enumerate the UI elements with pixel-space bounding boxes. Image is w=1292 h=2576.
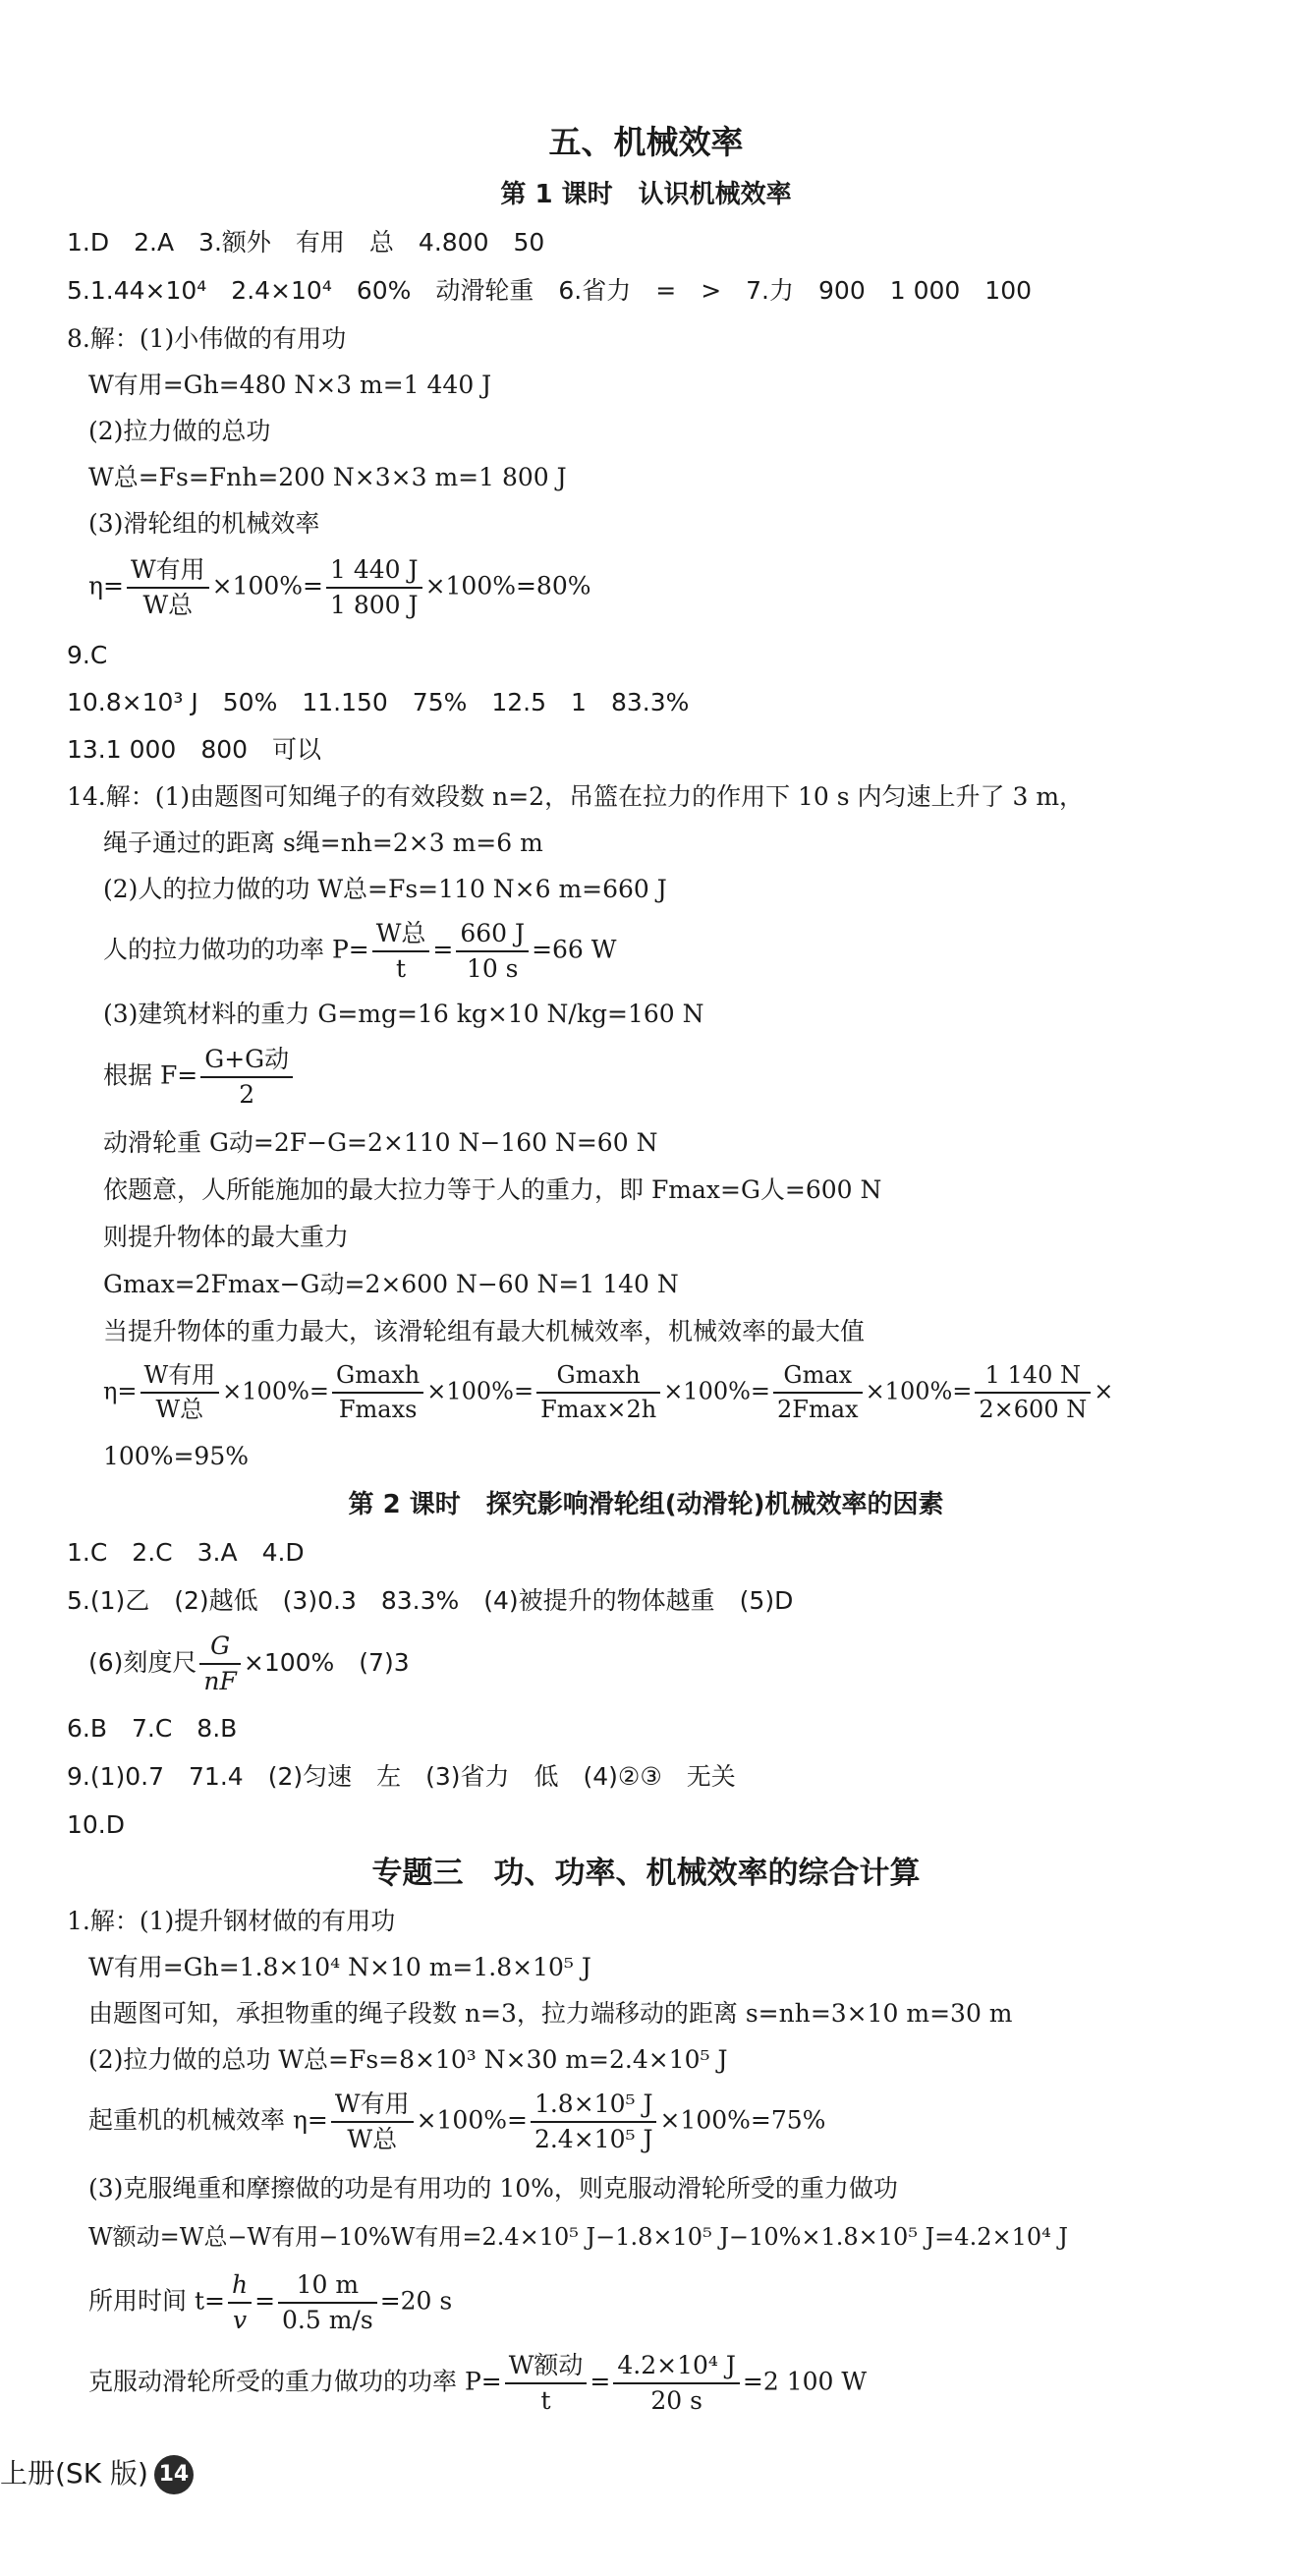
text: ×100%= [222, 1377, 330, 1405]
fraction [613, 2351, 740, 2416]
lesson2-formula-line [88, 1631, 410, 1696]
topic3-line: (3)克服绳重和摩擦做的功是有用功的 10%，则克服动滑轮所受的重力做功 [88, 2174, 898, 2203]
text: 人的拉力做功的功率 P= [103, 935, 369, 964]
lesson1-line: 100%=95% [103, 1442, 249, 1470]
lesson1-line: 13.1 000 800 可以 [67, 735, 322, 764]
fraction-num: 1.8×10⁵ J [531, 2089, 657, 2123]
text: ×100%=75% [659, 2105, 826, 2135]
lesson1-formula-line [103, 1045, 296, 1110]
fraction [536, 1361, 660, 1424]
fraction-num: W额动 [505, 2351, 588, 2384]
fraction-num: W总 [372, 919, 430, 952]
fraction-num: Gmax [773, 1361, 863, 1394]
lesson1-line: W有用=Gh=480 N×3 m=1 440 J [88, 371, 492, 399]
text: ×100%= [426, 1377, 534, 1405]
fraction [773, 1361, 863, 1424]
topic3-formula-line [88, 2270, 452, 2335]
lesson1-line: Gmax=2Fmax−G动=2×600 N−60 N=1 140 N [103, 1270, 679, 1298]
fraction-den: Fmaxs [338, 1395, 418, 1423]
lesson1-line: 1.D 2.A 3.额外 有用 总 4.800 50 [67, 228, 545, 257]
lesson1-line: 10.8×10³ J 50% 11.150 75% 12.5 1 83.3% [67, 688, 690, 716]
lesson1-line: 9.C [67, 641, 108, 669]
lesson1-formula-line [103, 919, 616, 984]
fraction-den: 2Fmax [777, 1395, 859, 1423]
fraction-num: G [199, 1631, 240, 1665]
text: ×100%= [663, 1377, 771, 1405]
lesson1-formula-line [103, 1361, 1113, 1424]
fraction-den: 2 [239, 1080, 255, 1109]
fraction [331, 2089, 414, 2154]
page-footer [0, 2452, 194, 2494]
fraction-den: W总 [347, 2125, 398, 2153]
fraction-den: W总 [155, 1395, 204, 1423]
text: = [254, 2286, 276, 2316]
lesson2-line: 1.C 2.C 3.A 4.D [67, 1538, 305, 1567]
fraction-num: 4.2×10⁴ J [613, 2351, 740, 2384]
text: (6)刻度尺 [88, 1648, 197, 1677]
lesson1-line: 8.解：(1)小伟做的有用功 [67, 324, 347, 353]
fraction-den: 0.5 m/s [282, 2306, 373, 2334]
lesson1-line: 依题意，人所能施加的最大拉力等于人的重力，即 Fmax=G人=600 N [103, 1175, 882, 1204]
lesson1-line: (2)人的拉力做的功 W总=Fs=110 N×6 m=660 J [103, 875, 667, 903]
fraction-num: W有用 [331, 2089, 414, 2123]
text: = [590, 2367, 611, 2396]
fraction-num: h [228, 2270, 252, 2304]
text: 克服动滑轮所受的重力做功的功率 P= [88, 2367, 502, 2396]
lesson1-line: 则提升物体的最大重力 [103, 1223, 350, 1251]
lesson1-title: 第 1 课时 认识机械效率 [500, 180, 792, 209]
topic3-line: (2)拉力做的总功 W总=Fs=8×10³ N×30 m=2.4×10⁵ J [88, 2045, 728, 2074]
lesson1-line: (3)建筑材料的重力 G=mg=16 kg×10 N/kg=160 N [103, 1000, 704, 1028]
fraction [975, 1361, 1091, 1424]
fraction-num: Gmaxh [536, 1361, 660, 1394]
fraction-den: 2×600 N [979, 1395, 1088, 1423]
text: =20 s [379, 2286, 453, 2316]
text: ×100%= [865, 1377, 973, 1405]
fraction [199, 1631, 240, 1696]
fraction-den: Fmax×2h [540, 1395, 657, 1423]
text: × [1094, 1377, 1114, 1405]
text: ×100%= [211, 571, 324, 601]
text: =2 100 W [742, 2367, 868, 2396]
text: 根据 F= [103, 1060, 198, 1090]
fraction-num: W有用 [140, 1361, 220, 1394]
fraction-den: v [232, 2306, 248, 2334]
fraction [127, 555, 209, 620]
fraction-num: 1 440 J [326, 555, 422, 589]
text: =66 W [532, 935, 617, 964]
fraction [456, 919, 529, 984]
fraction [200, 1045, 293, 1110]
fraction-num: W有用 [127, 555, 209, 589]
lesson2-line: 10.D [67, 1810, 126, 1839]
lesson1-line: 14.解：(1)由题图可知绳子的有效段数 n=2，吊篮在拉力的作用下 10 s 内匀速上升了 3 m， [67, 782, 1085, 811]
text: = [432, 935, 454, 964]
lesson1-formula-line [88, 555, 591, 620]
fraction-den: W总 [142, 591, 194, 619]
fraction [140, 1361, 220, 1424]
edition-label: 上册(SK 版) [0, 2457, 148, 2490]
text: η= [88, 571, 124, 601]
topic3-formula-line [88, 2351, 867, 2416]
text: η= [103, 1377, 138, 1405]
text: ×100%= [416, 2105, 528, 2135]
lesson1-line: W总=Fs=Fnh=200 N×3×3 m=1 800 J [88, 463, 567, 491]
fraction-num: Gmaxh [332, 1361, 423, 1394]
fraction-den: nF [203, 1667, 237, 1695]
text: ×100%=80% [424, 571, 591, 601]
topic3-formula-line [88, 2089, 825, 2154]
topic3-line: W有用=Gh=1.8×10⁴ N×10 m=1.8×10⁵ J [88, 1953, 591, 1981]
fraction [326, 555, 422, 620]
text: 起重机的机械效率 η= [88, 2105, 328, 2135]
text: 所用时间 t= [88, 2286, 225, 2316]
topic3-title: 专题三 功、功率、机械效率的综合计算 [371, 1856, 921, 1891]
chapter-title: 五、机械效率 [548, 123, 744, 161]
page-number-badge: 14 [154, 2455, 194, 2494]
topic3-line: 由题图可知，承担物重的绳子段数 n=3，拉力端移动的距离 s=nh=3×10 m=30 m [88, 1999, 1013, 2028]
lesson2-title: 第 2 课时 探究影响滑轮组(动滑轮)机械效率的因素 [348, 1490, 944, 1519]
fraction-den: t [396, 954, 407, 983]
lesson2-line: 5.(1)乙 (2)越低 (3)0.3 83.3% (4)被提升的物体越重 (5)D [67, 1586, 794, 1615]
fraction [372, 919, 430, 984]
fraction [332, 1361, 423, 1424]
lesson1-line: 当提升物体的重力最大，该滑轮组有最大机械效率，机械效率的最大值 [103, 1317, 866, 1345]
fraction-num: 660 J [456, 919, 529, 952]
lesson1-line: (3)滑轮组的机械效率 [88, 509, 320, 538]
fraction-den: 20 s [650, 2386, 702, 2415]
fraction-den: t [540, 2386, 551, 2415]
lesson1-line: 绳子通过的距离 s绳=nh=2×3 m=6 m [103, 829, 543, 857]
fraction-den: 2.4×10⁵ J [534, 2125, 653, 2153]
fraction [531, 2089, 657, 2154]
fraction [278, 2270, 377, 2335]
topic3-line: W额动=W总−W有用−10%W有用=2.4×10⁵ J−1.8×10⁵ J−10%×1.8×10⁵ J=4.2×10⁴ J [88, 2223, 1068, 2251]
fraction-num: G+G动 [200, 1045, 293, 1078]
lesson1-line: 5.1.44×10⁴ 2.4×10⁴ 60% 动滑轮重 6.省力 = > 7.力 900 1 000 100 [67, 276, 1033, 305]
text: ×100% (7)3 [243, 1648, 410, 1677]
fraction-den: 1 800 J [330, 591, 419, 619]
fraction [505, 2351, 588, 2416]
lesson1-line: 动滑轮重 G动=2F−G=2×110 N−160 N=60 N [103, 1128, 658, 1157]
fraction-num: 10 m [278, 2270, 377, 2304]
fraction-den: 10 s [466, 954, 519, 983]
fraction-num: 1 140 N [975, 1361, 1091, 1394]
lesson1-line: (2)拉力做的总功 [88, 417, 271, 445]
topic3-line: 1.解：(1)提升钢材做的有用功 [67, 1907, 396, 1935]
fraction [228, 2270, 252, 2335]
lesson2-line: 9.(1)0.7 71.4 (2)匀速 左 (3)省力 低 (4)②③ 无关 [67, 1762, 736, 1791]
lesson2-line: 6.B 7.C 8.B [67, 1714, 238, 1743]
